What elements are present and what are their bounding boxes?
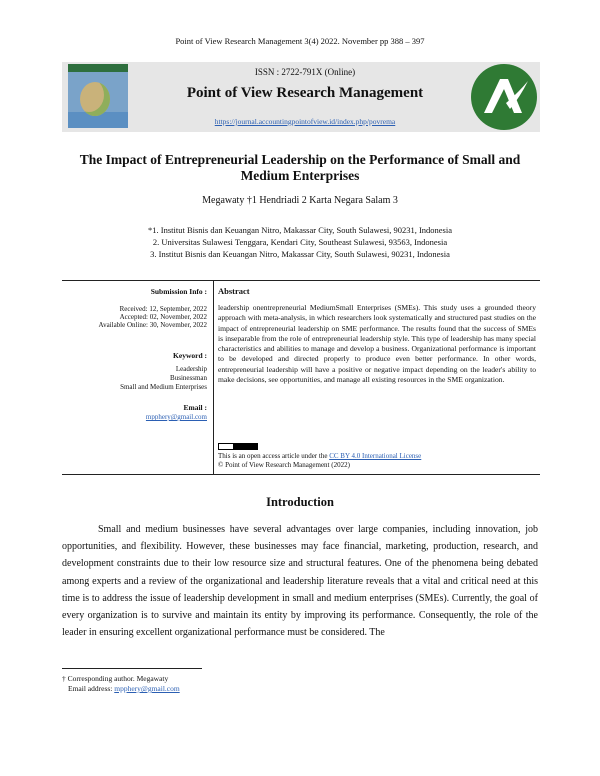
license-prefix: This is an open access article under the [218, 452, 330, 460]
license-text [218, 452, 421, 470]
affiliation-3: 3. Institut Bisnis dan Keuangan Nitro, Makassar City, South Sulawesi, 90231, Indonesia [150, 249, 450, 259]
info-box-divider [213, 280, 214, 474]
running-head: Point of View Research Management 3(4) 2022. November pp 388 – 397 [175, 36, 425, 46]
keyword-heading: Keyword : [173, 351, 207, 360]
info-box-top-rule [62, 280, 540, 281]
footnote-email-label: Email address: [68, 684, 115, 693]
journal-url-link[interactable]: https://journal.accountingpointofview.id/index.php/povrema [214, 117, 396, 126]
journal-cover-image [68, 64, 128, 128]
keyword-item: Small and Medium Enterprises [120, 383, 207, 391]
email-heading: Email : [183, 403, 207, 412]
affiliation-2: 2. Universitas Sulawesi Tenggara, Kendari City, Southeast Sulawesi, 93563, Indonesia [152, 237, 448, 247]
online-date: Available Online: 30, November, 2022 [98, 321, 207, 329]
submission-heading: Submission Info : [150, 287, 207, 296]
journal-title: Point of View Research Management [186, 85, 424, 101]
received-date: Received: 12, September, 2022 [119, 305, 207, 313]
license-link[interactable]: CC BY 4.0 International License [329, 452, 422, 460]
abstract-heading: Abstract [218, 286, 250, 296]
footnote-rule [62, 668, 202, 669]
footnote-email-link[interactable]: mpphery@gmail.com [114, 684, 180, 693]
email-link[interactable]: mpphery@gmail.com [145, 413, 207, 421]
abstract-text: leadership onentrepreneurial MediumSmall Enterprises (SMEs). This study uses a grounded theory approach with meta-analysis, in which researchers look systematically and structured past studies on the impact of entrepreneurial leadership on SME performance. The results found that the success of SMEs is inseparable from the role of entrepreneurial leadership style. This type of leadership has many special characteristics and abilities to manage and develop a business. Organizational performance is important to be developed and directed properly to produce even better performance. In other words, entrepreneurial leadership will have a positive or negative impact depending on the leader's ability to make decisions, see opportunities, and manage all existing resources in the SME organization. [218, 303, 536, 385]
cc-license-badge-icon[interactable] [218, 443, 258, 450]
email-link-wrap [62, 413, 207, 422]
accepted-date: Accepted: 02, November, 2022 [119, 313, 207, 321]
authors: Megawaty †1 Hendriadi 2 Karta Negara Salam 3 [202, 195, 398, 206]
journal-logo-icon [470, 63, 538, 131]
introduction-paragraph: Small and medium businesses have several advantages over large companies, including innovation, job opportunities, and flexibility. However, these businesses may face financial, marketing, production, research, and development constraints due to their low resource size and structural features. One of the phenomena being debated among experts and a review of the organizational and leadership literature reveals that a vital and critical need at this time is to address the issue of leadership development in small and medium enterprises (SMEs). Currently, the goal of every organization is to survive and maintain its entity by improving its performance. Consequently, the role of the leader in ensuring excellent organizational performance must be considered. The [62, 524, 538, 639]
paper-title: The Impact of Entrepreneurial Leadership on the Performance of Small and Medium Enterprises [79, 152, 521, 183]
issn: ISSN : 2722-791X (Online) [254, 67, 356, 77]
info-box-bottom-rule [62, 474, 540, 475]
keyword-item: Leadership [175, 365, 207, 373]
introduction-heading: Introduction [266, 495, 334, 509]
copyright: © Point of View Research Management (2022) [218, 461, 350, 469]
affiliation-1: *1. Institut Bisnis dan Keuangan Nitro, Makassar City, South Sulawesi, 90231, Indonesia [147, 225, 452, 235]
footnote-author: † Corresponding author. Megawaty [62, 674, 169, 683]
footnote-email [68, 684, 180, 693]
keyword-item: Businessman [170, 374, 207, 382]
